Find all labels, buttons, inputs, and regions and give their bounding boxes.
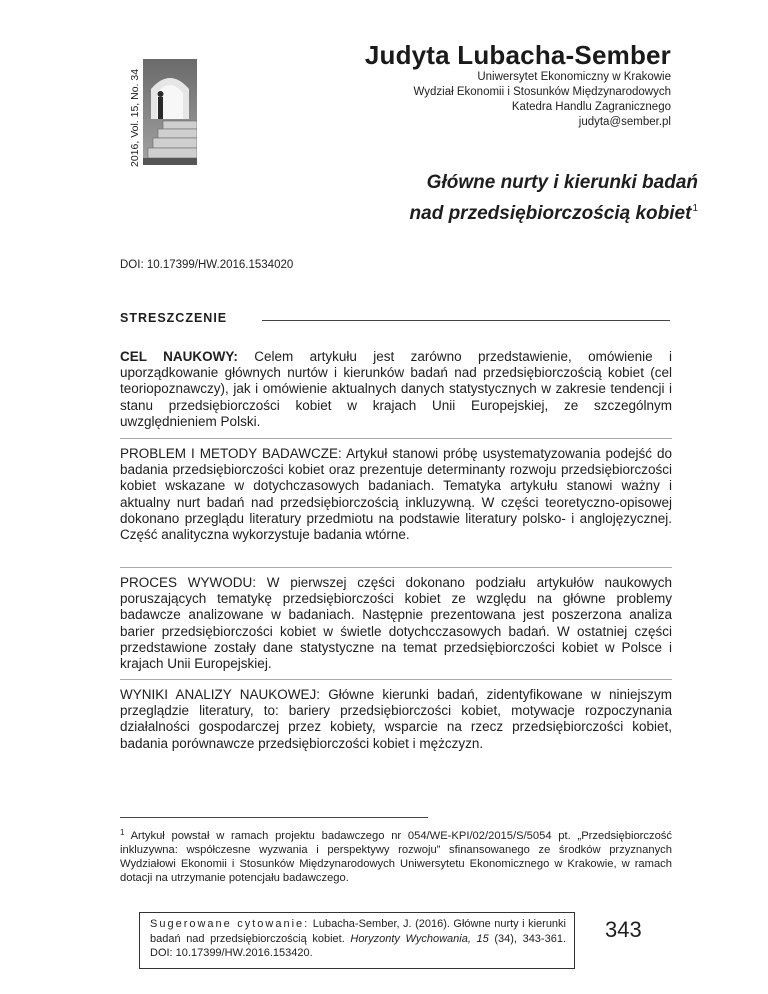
author-name: Judyta Lubacha-Sember — [364, 40, 671, 70]
section-text: W pierwszej części dokonano podziału artykułów naukowych poruszających tematykę przedsiębiorczości kobiet ze względu na główne problemy badawcze analizowane w badaniach. Następnie prezentowana jest poszerzona analiza barier przedsiębiorczości kobiet w świetle dotychcczasowych badań. W ostatniej części przedstawione zostały dane statystyczne na temat przedsiębiorczości kobiet w Polsce i krajach Unii Europejskiej. — [120, 575, 672, 672]
title-line-1: Główne nurty i kierunki badań — [426, 172, 698, 193]
section-label: PROCES WYWODU: — [120, 575, 257, 590]
footnote-rule — [120, 817, 428, 818]
section-text: Artykuł stanowi próbę usystematyzowania podejść do badania przedsiębiorczości kobiet oraz prezentuje determinanty rozwoju przedsiębiorczości kobiet wskazane w dotychczasowych badaniach. Tematyka artykułu stanowi ważny i aktualny nurt badań nad przedsiębiorczością inkluzywną. W części teoretyczno-opisowej dokonano przeglądu literatury przedmiotu na podstawie literatury polsko- i anglojęzycznej. Część analityczna wykorzystuje badania wtórne. — [120, 446, 673, 543]
section-label: CEL NAUKOWY: — [120, 349, 238, 364]
section-divider — [120, 567, 672, 568]
section-divider — [120, 438, 672, 439]
footnote-marker: 1 — [120, 828, 125, 837]
section-label: WYNIKI ANALIZY NAUKOWEJ: — [120, 687, 321, 702]
abstract-heading-rule — [262, 320, 670, 321]
section-text: Główne kierunki badań, zidentyfikowane w niniejszym przeglądzie literatury, to: bariery przedsiębiorczości kobiet, motywacje rozpoczynania działalności gospodarczej przez kobiety, wsparcie na rzecz przedsiębiorczości kobiet, badania porównawcze przedsiębiorczości kobiet i mężczyzn. — [120, 687, 672, 751]
footnote-text: Artykuł powstał w ramach projektu badawczego nr 054/WE-KPI/02/2015/S/5054 pt. „Przedsiębiorczość inkluzywna: współczesne wyzwania i perspektywy rozwoju” sfinansowanego ze środków przyznanych Wydziałowi Ekonomii i Stosunków Międzynarodowych Uniwersytetu Ekonomicznego w Krakowie, w ramach dotacji na utrzymanie potencjału badawczego. — [120, 830, 672, 884]
abstract-section-methods — [120, 446, 672, 543]
section-text: Celem artykułu jest zarówno przedstawienie, omówienie i uporządkowanie głównych nurtów i kierunków badań nad przedsiębiorczością kobiet (cel teoriopoznawczy), jak i omówienie aktualnych danych statystycznych w zakresie tendencji i stanu przedsiębiorczości kobiet w krajach Unii Europejskiej, ze szczególnym uwzględnieniem Polski. — [120, 349, 673, 429]
journal-volume-text: 2016, Vol. 15, No. 34 — [129, 68, 141, 167]
abstract-section-results — [120, 687, 672, 752]
citation-box — [139, 912, 575, 969]
page-number: 343 — [605, 917, 642, 942]
section-divider — [120, 679, 672, 680]
article-title — [410, 170, 698, 227]
title-line-2 — [410, 196, 698, 227]
abstract-section-process — [120, 575, 672, 672]
author-university: Uniwersytet Ekonomiczny w Krakowie — [477, 71, 671, 83]
citation-label: Sugerowane cytowanie: — [150, 918, 310, 930]
citation-journal: Horyzonty Wychowania, 15 — [350, 932, 489, 945]
article-doi[interactable]: DOI: 10.17399/HW.2016.1534020 — [120, 259, 294, 271]
section-label: PROBLEM I METODY BADAWCZE: — [120, 446, 342, 461]
author-department: Katedra Handlu Zagranicznego — [511, 101, 671, 113]
citation-details: (34), 343-361. DOI: 10.17399/HW.2016.153420. — [150, 932, 566, 959]
author-email[interactable]: judyta@sember.pl — [578, 116, 671, 128]
journal-logo-image — [143, 59, 197, 165]
footnote — [120, 826, 672, 885]
title-footnote-marker[interactable]: 1 — [692, 203, 698, 214]
author-faculty: Wydział Ekonomii i Stosunków Międzynarodowych — [413, 86, 671, 98]
abstract-heading: STRESZCZENIE — [120, 311, 228, 325]
citation-text: Lubacha-Sember, J. (2016). Główne nurty i kierunki badań nad przedsiębiorczością kobiet. — [150, 918, 566, 945]
journal-volume-tag — [117, 57, 141, 167]
title-line-2-text: nad przedsiębiorczością kobiet — [409, 203, 692, 224]
abstract-section-objective — [120, 349, 672, 430]
author-block — [365, 40, 671, 130]
